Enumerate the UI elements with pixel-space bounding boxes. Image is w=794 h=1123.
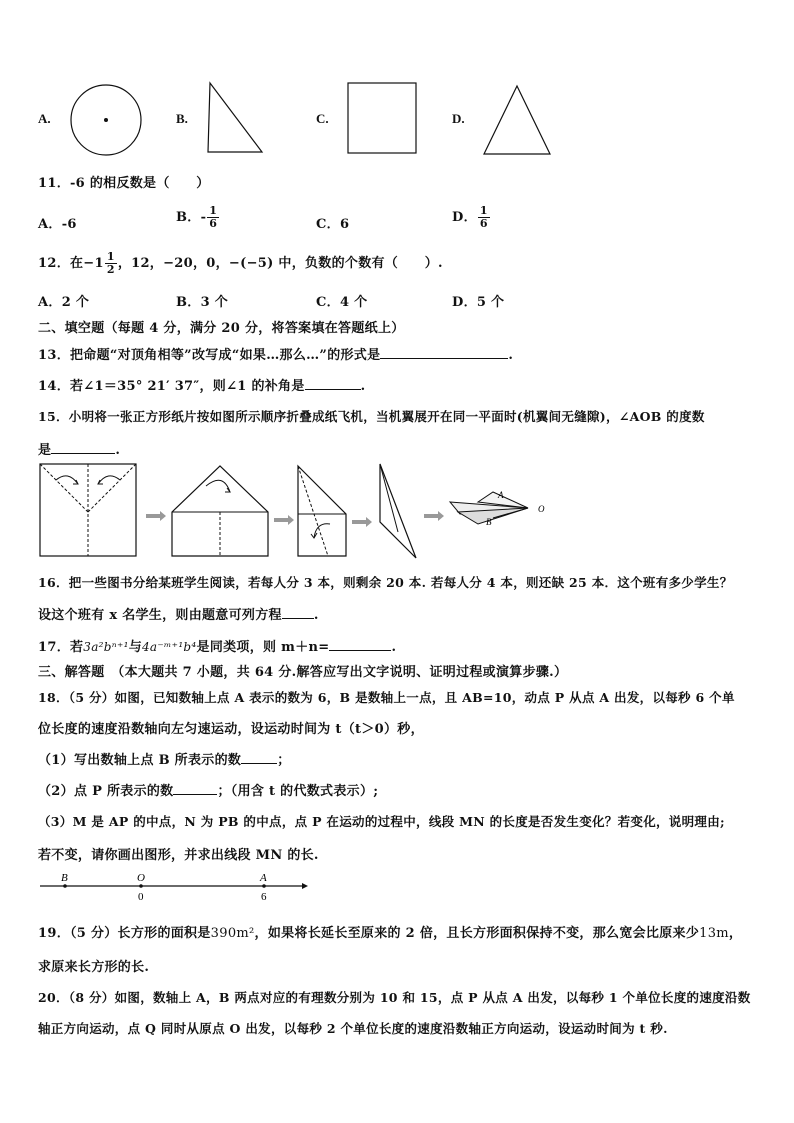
q16-answer-blank[interactable] [282, 606, 314, 619]
q11-option-d: D． $\frac{1}{6}$ [452, 204, 488, 230]
q16-line-2: 设这个班有 x 名学生，则由题意可列方程 . [38, 608, 319, 623]
section-2-heading: 二、填空题（每题 4 分，满分 20 分，将答案填在答题纸上） [38, 321, 405, 336]
q10-option-b-label: B. [176, 111, 188, 126]
q15-answer-blank[interactable] [51, 441, 115, 454]
q17: 17．若3a²bⁿ⁺¹与4a⁻ᵐ⁺¹b⁴是同类项，则 m＋n= . [38, 640, 397, 655]
fold-step-4 [380, 464, 416, 558]
q11-stem: 11．-6 的相反数是（ ） [38, 176, 210, 191]
label-a: A [260, 872, 267, 884]
q13-answer-blank[interactable] [380, 346, 508, 359]
q19-line-1: 19．（5 分）长方形的面积是390m²，如果将长延长至原来的 2 倍，且长方形面积保持不变，那么宽会比原来少13m， [38, 926, 743, 941]
q12-option-a: A．2 个 [38, 295, 90, 310]
q15-line-2: 是 . [38, 443, 121, 458]
q17-answer-blank[interactable] [329, 638, 391, 651]
fold-step-3 [298, 466, 346, 556]
q10-right-triangle-figure [200, 80, 270, 160]
tick-6: 6 [261, 891, 267, 903]
q16-line-1: 16．把一些图书分给某班学生阅读，若每人分 3 本，则剩余 20 本. 若每人分 4 本，则还缺 25 本．这个班有多少学生？ [38, 575, 733, 590]
q18-sub-3-line-1: （3）M 是 AP 的中点，N 为 PB 的中点，点 P 在运动的过程中，线段 MN 的长度是否发生变化？若变化，说明理由; [38, 814, 725, 829]
q12-option-c: C．4 个 [316, 295, 368, 310]
section-3-heading: 三、解答题 （本大题共 7 小题，共 64 分.解答应写出文字说明、证明过程或演算步骤.） [38, 665, 568, 680]
q18-line-1: 18．（5 分）如图，已知数轴上点 A 表示的数为 6，B 是数轴上一点，且 AB=10，动点 P 从点 A 出发，以每秒 6 个单 [38, 690, 735, 705]
point-a [262, 884, 266, 888]
label-b: B [61, 872, 68, 884]
airplane-label-o: O [538, 504, 545, 514]
q10-option-d-label: D. [452, 111, 465, 126]
fold-arrow-1 [146, 511, 166, 521]
q13: 13．把命题“对顶角相等”改写成“如果…那么…”的形式是 . [38, 348, 514, 363]
fold-arrow-4 [424, 511, 444, 521]
q20-line-1: 20．（8 分）如图，数轴上 A，B 两点对应的有理数分别为 10 和 15，点 P 从点 A 出发，以每秒 1 个单位长度的速度沿数 [38, 990, 751, 1005]
q20-line-2: 轴正方向运动，点 Q 同时从原点 O 出发，以每秒 2 个单位长度的速度沿数轴正方向运动，设运动时间为 t 秒. [38, 1021, 668, 1036]
q11-option-c: C．6 [316, 217, 350, 232]
q18-sub-2: （2）点 P 所表示的数 ；（用含 t 的代数式表示）; [38, 784, 379, 799]
q18-number-line [38, 868, 318, 908]
q10-equilateral-triangle-figure [480, 82, 560, 162]
q10-square-figure [344, 80, 424, 160]
q11-option-b: B．- $\frac{1}{6}$ [176, 204, 218, 230]
q15-line-1: 15．小明将一张正方形纸片按如图所示顺序折叠成纸飞机，当机翼展开在同一平面时(机翼间无缝隙)，∠AOB 的度数 [38, 409, 705, 424]
q12-stem: 12．在−1 $\frac{1}{2}$ ，12，−20，0，−(−5) 中，负数的个数有（ ）. [38, 250, 443, 276]
q12-option-d: D．5 个 [452, 295, 505, 310]
fold-arrow-2 [274, 515, 294, 525]
point-b [63, 884, 67, 888]
q10-option-c-label: C. [316, 111, 329, 126]
q18-sub-1-blank[interactable] [241, 751, 277, 764]
q10-option-a-label: A. [38, 111, 51, 126]
q14: 14．若∠1＝35° 21′ 37″，则∠1 的补角是 . [38, 379, 366, 394]
q18-line-2: 位长度的速度沿数轴向左匀速运动，设运动时间为 t（t＞0）秒， [38, 722, 424, 737]
point-o [139, 884, 143, 888]
q10-circle-figure [68, 82, 148, 162]
q18-sub-3-line-2: 若不变，请你画出图形，并求出线段 MN 的长. [38, 848, 319, 863]
q19-line-2: 求原来长方形的长. [38, 960, 150, 975]
q14-answer-blank[interactable] [305, 377, 361, 390]
q18-sub-2-blank[interactable] [173, 782, 217, 795]
airplane-label-b: B [486, 517, 492, 527]
label-o: O [137, 872, 145, 884]
q12-option-b: B．3 个 [176, 295, 229, 310]
fold-arrow-3 [352, 517, 372, 527]
q18-sub-1: （1）写出数轴上点 B 所表示的数 ； [38, 753, 291, 768]
paper-airplane-folding-figure [38, 462, 558, 562]
q11-option-a: A．-6 [38, 217, 77, 232]
airplane-label-a: A [498, 490, 504, 500]
tick-0: 0 [138, 891, 144, 903]
